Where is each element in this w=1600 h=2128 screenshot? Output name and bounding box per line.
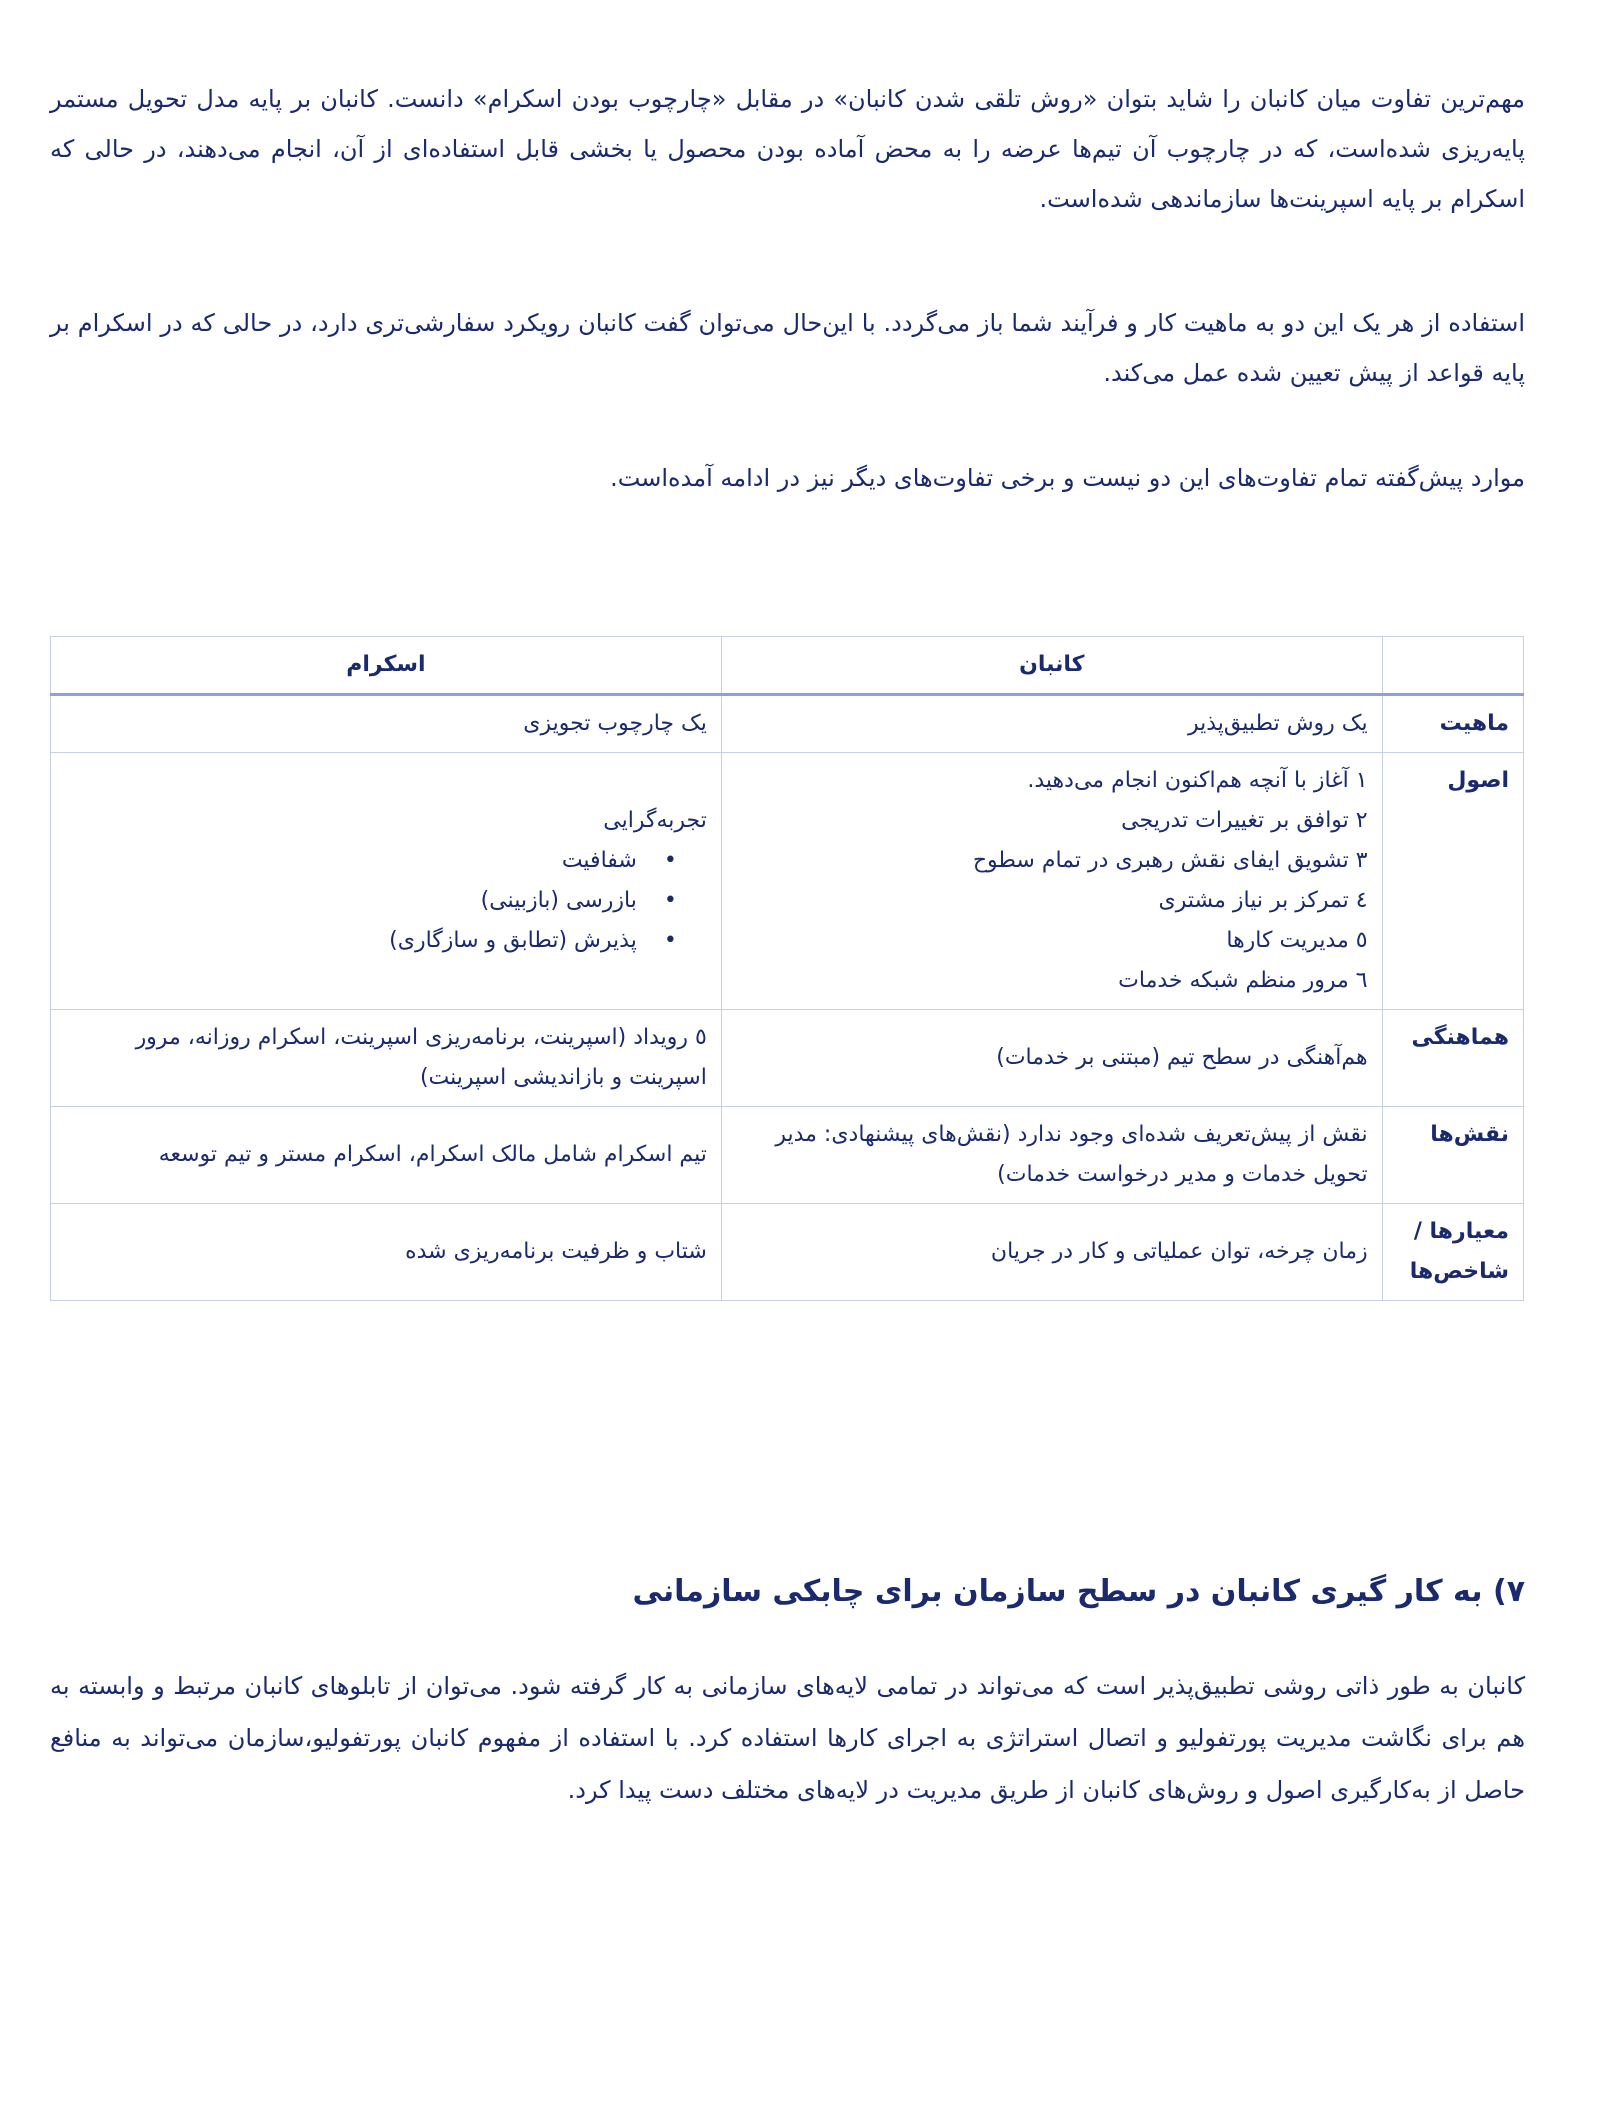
kanban-principle: ٤ تمرکز بر نیاز مشتری [1158, 888, 1368, 913]
table-row [51, 1107, 1524, 1204]
table-header-row [51, 637, 1524, 695]
intro-paragraph-3: موارد پیش‌گفته تمام تفاوت‌های این دو نیست و برخی تفاوت‌های دیگر نیز در ادامه آمده‌است. [610, 464, 1525, 492]
kanban-principle: ٦ مرور منظم شبکه خدمات [1118, 968, 1368, 993]
coordination-kanban: هم‌آهنگی در سطح تیم (مبتنی بر خدمات) [721, 1010, 1382, 1107]
metrics-kanban: زمان چرخه، توان عملیاتی و کار در جریان [721, 1204, 1382, 1301]
row-label-metrics: معیارها / شاخص‌ها [1382, 1204, 1523, 1301]
section-7-paragraph: کانبان به طور ذاتی روشی تطبیق‌پذیر است که می‌تواند در تمامی لایه‌های سازمانی به کار گرفته شود. می‌توان از تابلوهای کانبان مرتبط و وابسته به هم برای نگاشت مدیریت پورتفولیو و اتصال استراتژی به اجرای کارها استفاده کرد. با استفاده از مفهوم کانبان پورتفولیو،سازمان می‌تواند به منافع حاصل از به‌کارگیری اصول و روش‌های کانبان از طریق مدیریت در لایه‌های مختلف دست پیدا کرد. [50, 1672, 1525, 1804]
intro-paragraph-2: استفاده از هر یک این دو به ماهیت کار و فرآیند شما باز می‌گردد. با این‌حال می‌توان گفت کانبان رویکرد سفارشی‌تری دارد، در حالی که در اسکرام بر پایه قواعد از پیش تعیین شده عمل می‌کند. [50, 309, 1525, 387]
table-row [51, 1204, 1524, 1301]
scrum-principle-title: تجربه‌گرایی [603, 808, 707, 833]
kanban-principle: ۳ تشویق ایفای نقش رهبری در تمام سطوح [972, 848, 1368, 873]
section-7-heading: ۷) به کار گیری کانبان در سطح سازمان برای چابکی سازمانی [632, 1574, 1525, 1609]
metrics-scrum: شتاب و ظرفیت برنامه‌ریزی شده [51, 1204, 722, 1301]
intro-paragraph-1: مهم‌ترین تفاوت میان کانبان را شاید بتوان «روش تلقی شدن کانبان» در مقابل «چارچوب بودن اسکرام» دانست. کانبان بر پایه مدل تحویل مستمر پایه‌ریزی شده‌است، که در چارچوب آن تیم‌ها عرضه را به محض آماده بودن محصول یا بخشی قابل استفاده‌ای از آن، انجام می‌دهند، در حالی که اسکرام بر پایه اسپرینت‌ها سازماندهی شده‌است. [50, 85, 1525, 213]
row-label-roles: نقش‌ها [1382, 1107, 1523, 1204]
coordination-scrum: ٥ رویداد (اسپرینت، برنامه‌ریزی اسپرینت، اسکرام روزانه، مرور اسپرینت و بازاندیشی اسپرینت) [51, 1010, 722, 1107]
header-kanban: کانبان [721, 637, 1382, 695]
nature-kanban: یک روش تطبیق‌پذیر [721, 695, 1382, 753]
list-item: • پذیرش (تطابق و سازگاری) [65, 921, 677, 961]
nature-scrum: یک چارچوب تجویزی [51, 695, 722, 753]
table-row [51, 753, 1524, 1010]
row-label-principles: اصول [1382, 753, 1523, 1010]
row-label-coordination: هماهنگی [1382, 1010, 1523, 1107]
roles-kanban: نقش از پیش‌تعریف شده‌ای وجود ندارد (نقش‌های پیشنهادی: مدیر تحویل خدمات و مدیر درخواست خدمات) [721, 1107, 1382, 1204]
principles-kanban [721, 753, 1382, 1010]
row-label-nature: ماهیت [1382, 695, 1523, 753]
kanban-principle: ٥ مدیریت کارها [1226, 928, 1368, 953]
list-item: • بازرسی (بازبینی) [65, 881, 677, 921]
header-label-cell [1382, 637, 1523, 695]
scrum-pillars-list [65, 841, 707, 961]
principles-scrum [51, 753, 722, 1010]
header-scrum: اسکرام [51, 637, 722, 695]
list-item: • شفافیت [65, 841, 677, 881]
table-row [51, 1010, 1524, 1107]
roles-scrum: تیم اسکرام شامل مالک اسکرام، اسکرام مستر و تیم توسعه [51, 1107, 722, 1204]
table-row [51, 695, 1524, 753]
kanban-principle: ۱ آغاز با آنچه هم‌اکنون انجام می‌دهید. [1027, 768, 1368, 793]
kanban-scrum-comparison-table [50, 636, 1524, 1301]
kanban-principle: ۲ توافق بر تغییرات تدریجی [1121, 808, 1368, 833]
